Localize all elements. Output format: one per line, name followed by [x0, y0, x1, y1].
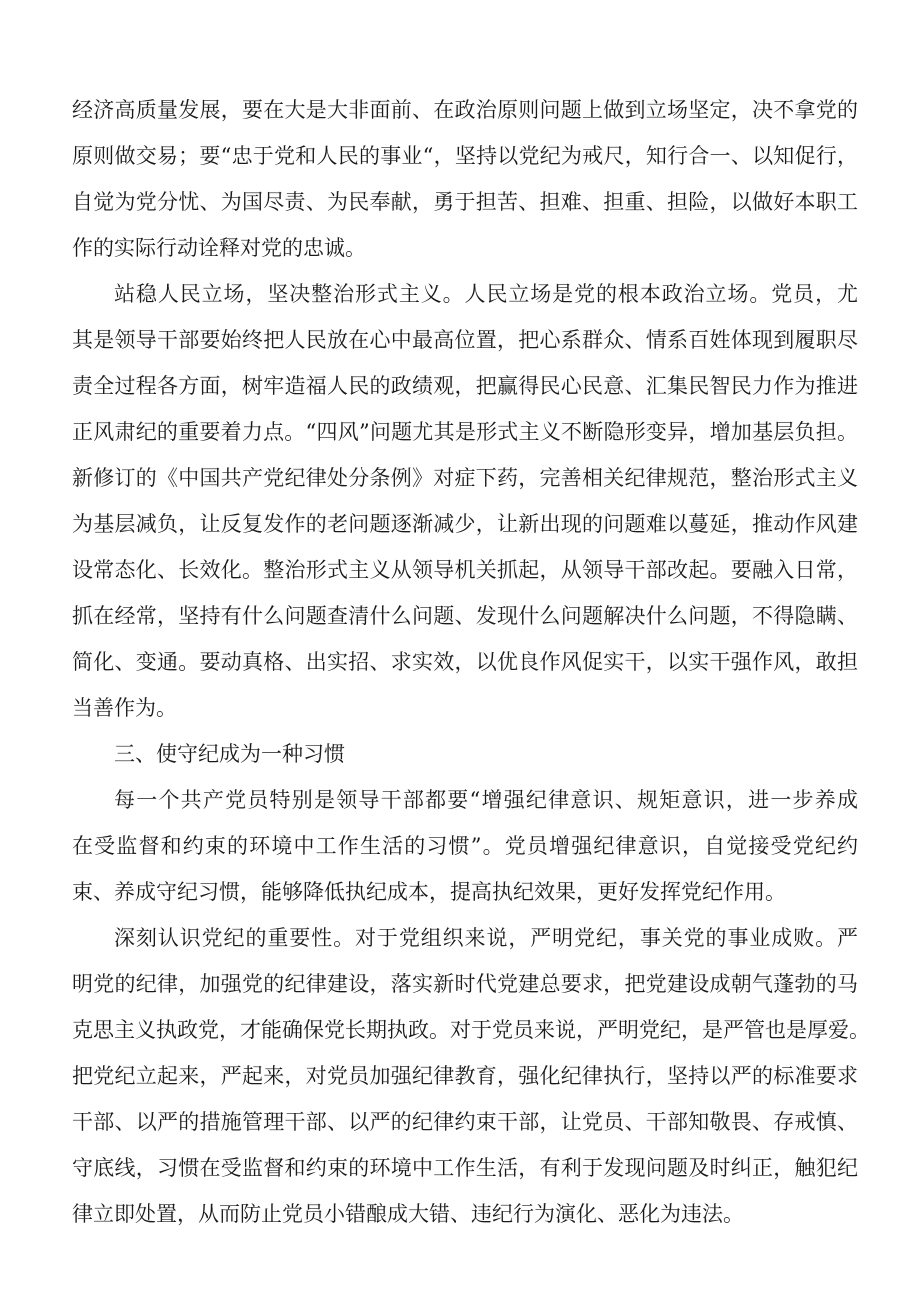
text-line: 自觉为党分忧、为国尽责、为民奉献，勇于担苦、担难、担重、担险，以做好本职工	[72, 190, 858, 214]
text-line: 作的实际行动诠释对党的忠诚。	[72, 236, 366, 260]
text-line: 把党纪立起来，严起来，对党员加强纪律教育，强化纪律执行，坚持以严的标准要求	[72, 1064, 858, 1088]
text-line: 守底线，习惯在受监督和约束的环境中工作生活，有利于发现问题及时纠正，触犯纪	[72, 1156, 858, 1180]
paragraph-first-line: 站稳人民立场，坚决整治形式主义。人民立场是党的根本政治立场。党员，尤	[114, 282, 858, 306]
text-line: 经济高质量发展，要在大是大非面前、在政治原则问题上做到立场坚定，决不拿党的	[72, 98, 858, 122]
paragraph-first-line: 深刻认识党纪的重要性。对于党组织来说，严明党纪，事关党的事业成败。严	[114, 926, 858, 950]
text-line: 束、养成守纪习惯，能够降低执纪成本，提高执纪效果，更好发挥党纪作用。	[72, 880, 786, 904]
text-line: 为基层减负，让反复发作的老问题逐渐减少，让新出现的问题难以蔓延，推动作风建	[72, 512, 858, 536]
document-body	[72, 87, 870, 1237]
text-line: 责全过程各方面，树牢造福人民的政绩观，把赢得民心民意、汇集民智民力作为推进	[72, 374, 858, 398]
text-line: 律立即处置，从而防止党员小错酿成大错、违纪行为演化、恶化为违法。	[72, 1202, 744, 1226]
text-line: 原则做交易；要“忠于党和人民的事业“，坚持以党纪为戒尺，知行合一、以知促行，	[72, 144, 858, 168]
text-line: 其是领导干部要始终把人民放在心中最高位置，把心系群众、情系百姓体现到履职尽	[72, 328, 858, 352]
text-line: 当善作为。	[72, 696, 177, 720]
text-line: 简化、变通。要动真格、出实招、求实效，以优良作风促实干，以实干强作风，敢担	[72, 650, 858, 674]
paragraph-first-line: 每一个共产党员特别是领导干部都要“增强纪律意识、规矩意识，进一步养成	[114, 788, 858, 812]
text-line: 明党的纪律，加强党的纪律建设，落实新时代党建总要求，把党建设成朝气蓬勃的马	[72, 972, 858, 996]
text-line: 干部、以严的措施管理干部、以严的纪律约束干部，让党员、干部知敬畏、存戒慎、	[72, 1110, 858, 1134]
text-line: 在受监督和约束的环境中工作生活的习惯”。党员增强纪律意识，自觉接受党纪约	[72, 834, 858, 858]
text-line: 新修订的《中国共产党纪律处分条例》对症下药，完善相关纪律规范，整治形式主义	[72, 466, 858, 490]
section-heading: 三、使守纪成为一种习惯	[114, 742, 345, 766]
text-line: 正风肃纪的重要着力点。“四风”问题尤其是形式主义不断隐形变异，增加基层负担。	[72, 420, 858, 444]
text-line: 克思主义执政党，才能确保党长期执政。对于党员来说，严明党纪，是严管也是厚爱。	[72, 1018, 870, 1042]
text-line: 设常态化、长效化。整治形式主义从领导机关抓起，从领导干部改起。要融入日常，	[72, 558, 858, 582]
text-line: 抓在经常，坚持有什么问题查清什么问题、发现什么问题解决什么问题，不得隐瞒、	[72, 604, 858, 628]
